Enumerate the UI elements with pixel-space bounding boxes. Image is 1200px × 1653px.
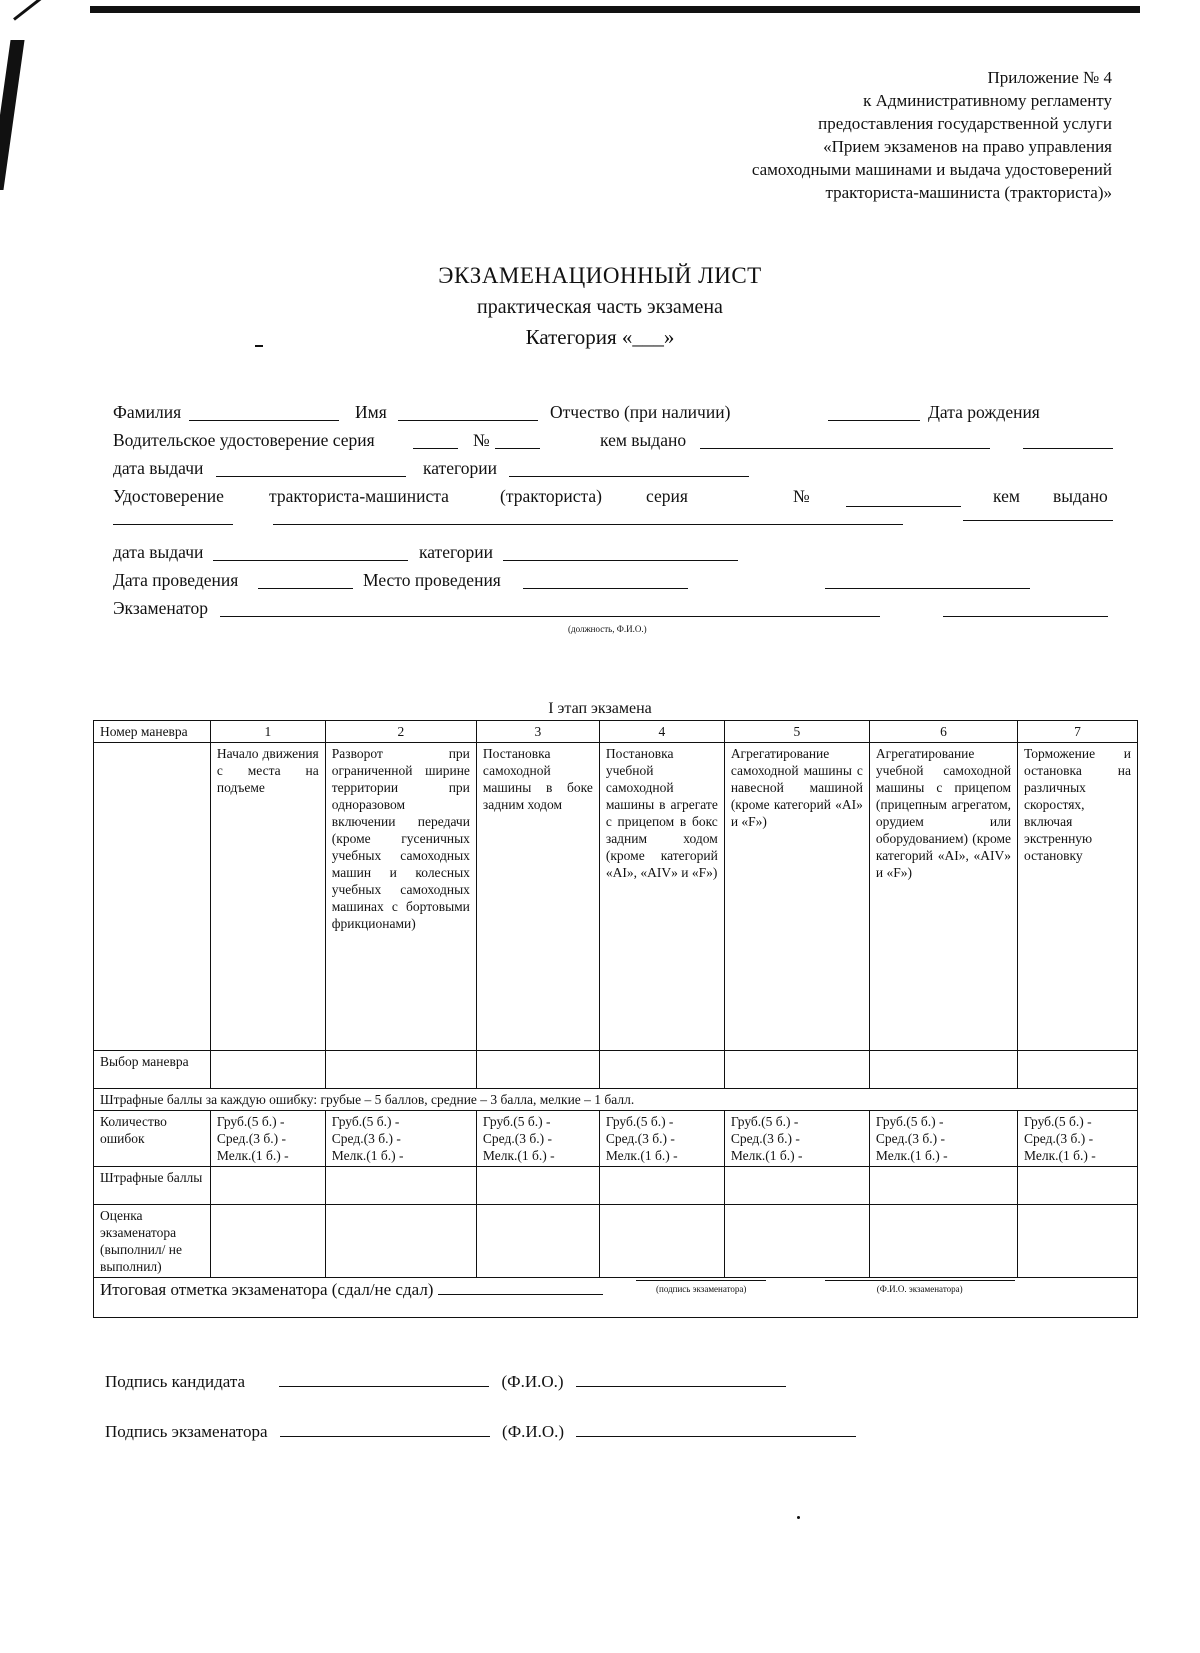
gross-errors: Груб.(5 б.) -: [730, 1114, 799, 1129]
name-label: Имя: [355, 402, 387, 422]
exam-place-label: Место проведения: [363, 570, 501, 590]
minor-errors: Мелк.(1 б.) -: [730, 1148, 803, 1163]
issued-by-label: кем выдано: [600, 430, 687, 450]
penalty-points-cell[interactable]: [1018, 1167, 1138, 1205]
column-number: 6: [869, 721, 1017, 743]
birth-date-label: Дата рождения: [928, 402, 1040, 422]
minor-errors: Мелк.(1 б.) -: [605, 1148, 678, 1163]
scan-edge-mark: [0, 40, 25, 190]
medium-errors: Сред.(3 б.) -: [216, 1131, 286, 1146]
tractor-categories-label: категории: [419, 542, 493, 562]
gross-errors: Груб.(5 б.) -: [216, 1114, 285, 1129]
scan-corner-line: [13, 0, 102, 21]
errors-cell[interactable]: [325, 1111, 476, 1167]
maneuver-choice-cell[interactable]: [210, 1051, 325, 1089]
examiner-signature-label: Подпись экзаменатора: [105, 1422, 268, 1441]
assessment-cell[interactable]: [869, 1205, 1017, 1278]
medium-errors: Сред.(3 б.) -: [482, 1131, 552, 1146]
exam-date-label: Дата проведения: [113, 570, 239, 590]
assessment-cell[interactable]: [1018, 1205, 1138, 1278]
medium-errors: Сред.(3 б.) -: [605, 1131, 675, 1146]
candidate-signature-row: [105, 1372, 786, 1392]
column-number: 5: [724, 721, 869, 743]
issued-by-field[interactable]: [700, 448, 990, 449]
candidate-signature-field[interactable]: [279, 1372, 489, 1387]
patronymic-field[interactable]: [828, 420, 920, 421]
name-field[interactable]: [398, 420, 538, 421]
maneuver-description: Торможение и остановка на различных скоростях, включая экстренную остановку: [1018, 743, 1138, 1051]
tractor-categories-field[interactable]: [503, 560, 738, 561]
examiner-label: Экзаменатор: [113, 598, 208, 618]
column-number: 1: [210, 721, 325, 743]
document-subtitle: практическая часть экзамена: [477, 296, 723, 318]
license-series-field[interactable]: [413, 448, 458, 449]
maneuver-choice-cell[interactable]: [724, 1051, 869, 1089]
stage-title: I этап экзамена: [548, 700, 652, 717]
license-number-label: №: [473, 430, 490, 450]
column-number: 4: [599, 721, 724, 743]
annex-line: предоставления государственной услуги: [818, 114, 1112, 133]
assessment-cell[interactable]: [724, 1205, 869, 1278]
examiner-field-extra[interactable]: [943, 616, 1108, 617]
errors-cell[interactable]: [724, 1111, 869, 1167]
annex-header: [752, 66, 1112, 204]
annex-line: к Административному регламенту: [863, 91, 1112, 110]
examiner-signature-field[interactable]: [280, 1422, 490, 1437]
maneuver-choice-cell[interactable]: [869, 1051, 1017, 1089]
tractor-issued-field-2[interactable]: [273, 524, 903, 525]
maneuver-choice-cell[interactable]: [325, 1051, 476, 1089]
gross-errors: Груб.(5 б.) -: [331, 1114, 400, 1129]
issued-kem-label: кем: [993, 486, 1020, 506]
final-mark-field[interactable]: [438, 1280, 603, 1295]
medium-errors: Сред.(3 б.) -: [730, 1131, 800, 1146]
scan-dash: [255, 345, 263, 347]
examiner-fio-caption: (Ф.И.О. экзаменатора): [825, 1280, 1015, 1298]
minor-errors: Мелк.(1 б.) -: [875, 1148, 948, 1163]
examiner-sign-caption: (подпись экзаменатора): [636, 1280, 766, 1298]
tractor-issue-date-label: дата выдачи: [113, 542, 204, 562]
minor-errors: Мелк.(1 б.) -: [216, 1148, 289, 1163]
annex-line: тракториста-машиниста (тракториста)»: [825, 183, 1112, 202]
column-number: 2: [325, 721, 476, 743]
errors-cell[interactable]: [476, 1111, 599, 1167]
tractor-cert-label: Удостоверение: [113, 486, 224, 506]
candidate-fields: [113, 402, 1113, 634]
minor-errors: Мелк.(1 б.) -: [1024, 1148, 1096, 1163]
surname-label: Фамилия: [113, 402, 182, 422]
tractor-cert-label-3: (тракториста): [500, 486, 602, 506]
penalty-points-cell[interactable]: [210, 1167, 325, 1205]
candidate-signature-label: Подпись кандидата: [105, 1372, 246, 1391]
document-title: ЭКЗАМЕНАЦИОННЫЙ ЛИСТ: [438, 263, 762, 288]
scan-top-bar: [90, 6, 1140, 13]
assessment-label: Оценка экзаменатора (выполнил/ не выполнил): [94, 1205, 211, 1278]
penalty-points-cell[interactable]: [599, 1167, 724, 1205]
medium-errors: Сред.(3 б.) -: [875, 1131, 945, 1146]
assessment-cell[interactable]: [210, 1205, 325, 1278]
column-number: 3: [476, 721, 599, 743]
penalty-note: Штрафные баллы за каждую ошибку: грубые – 5 баллов, средние – 3 балла, мелкие – 1 балл.: [94, 1089, 1138, 1111]
examiner-fio-field[interactable]: [576, 1422, 856, 1437]
maneuver-desc-header-empty: [94, 743, 211, 1051]
tractor-issued-field-1[interactable]: [113, 524, 233, 525]
maneuver-choice-label: Выбор маневра: [94, 1051, 211, 1089]
surname-field[interactable]: [189, 420, 339, 421]
errors-cell[interactable]: [599, 1111, 724, 1167]
categories-label: категории: [423, 458, 497, 478]
candidate-fio-label: (Ф.И.О.): [501, 1372, 564, 1391]
penalty-points-cell[interactable]: [869, 1167, 1017, 1205]
column-number: 7: [1018, 721, 1138, 743]
minor-errors: Мелк.(1 б.) -: [482, 1148, 555, 1163]
patronymic-label: Отчество (при наличии): [550, 402, 731, 422]
issue-date-label: дата выдачи: [113, 458, 204, 478]
tractor-cert-label-2: тракториста-машиниста: [269, 486, 449, 506]
scan-dot: [797, 1516, 800, 1519]
penalty-points-cell[interactable]: [325, 1167, 476, 1205]
minor-errors: Мелк.(1 б.) -: [331, 1148, 404, 1163]
penalty-points-cell[interactable]: [476, 1167, 599, 1205]
errors-label: Количество ошибок: [94, 1111, 211, 1167]
errors-cell[interactable]: [210, 1111, 325, 1167]
tractor-number-label: №: [793, 486, 810, 506]
penalty-points-cell[interactable]: [724, 1167, 869, 1205]
exam-date-field[interactable]: [258, 588, 353, 589]
maneuver-description: Постановка учебной самоходной машины в агрегате с прицепом в бокс задним ходом (кроме категорий «AI», «AIV» и «F»): [599, 743, 724, 1051]
tractor-issue-date-field[interactable]: [213, 560, 408, 561]
series-label: серия: [646, 486, 688, 506]
errors-cell[interactable]: [869, 1111, 1017, 1167]
gross-errors: Груб.(5 б.) -: [1024, 1114, 1092, 1129]
exam-place-field-extra[interactable]: [825, 588, 1030, 589]
issued-vydano-label: выдано: [1053, 486, 1108, 506]
gross-errors: Груб.(5 б.) -: [875, 1114, 944, 1129]
maneuver-table: [93, 720, 1138, 1318]
issued-by-field-extra[interactable]: [1023, 448, 1113, 449]
examiner-caption: (должность, Ф.И.О.): [568, 624, 647, 634]
penalty-points-label: Штрафные баллы: [94, 1167, 211, 1205]
annex-line: самоходными машинами и выдача удостоверений: [751, 160, 1112, 179]
gross-errors: Груб.(5 б.) -: [605, 1114, 674, 1129]
candidate-fio-field[interactable]: [576, 1372, 786, 1387]
assessment-cell[interactable]: [325, 1205, 476, 1278]
category-line: Категория «___»: [525, 325, 675, 349]
categories-field[interactable]: [509, 476, 749, 477]
issue-date-field[interactable]: [216, 476, 406, 477]
examiner-fio-label: (Ф.И.О.): [502, 1422, 565, 1441]
maneuver-number-label: Номер маневра: [94, 721, 211, 743]
annex-line: «Прием экзаменов на право управления: [823, 137, 1112, 156]
maneuver-choice-cell[interactable]: [1018, 1051, 1138, 1089]
assessment-cell[interactable]: [599, 1205, 724, 1278]
final-mark-row: [94, 1278, 1138, 1318]
tractor-number-field[interactable]: [846, 506, 961, 507]
maneuver-choice-cell[interactable]: [599, 1051, 724, 1089]
maneuver-description: Начало движения с места на подъеме: [210, 743, 325, 1051]
annex-line: Приложение № 4: [987, 68, 1112, 87]
medium-errors: Сред.(3 б.) -: [1024, 1131, 1094, 1146]
tractor-issued-field-3[interactable]: [963, 520, 1113, 521]
final-mark-label: Итоговая отметка экзаменатора (сдал/не сдал): [100, 1280, 434, 1299]
medium-errors: Сред.(3 б.) -: [331, 1131, 401, 1146]
maneuver-description: Агрегатирование учебной самоходной машины с прицепом (прицепным агрегатом, орудием или оборудованием) (кроме категорий «AI», «AIV» и «F»): [869, 743, 1017, 1051]
maneuver-description: Агрегатирование самоходной машины с навесной машиной (кроме категорий «AI» и «F»): [724, 743, 869, 1051]
maneuver-description: Разворот при ограниченной ширине территории при одноразовом включении передачи (кроме гусеничных учебных самоходных машин и колесных учебных самоходных машинах с бортовыми фрикционами): [325, 743, 476, 1051]
maneuver-description: Постановка самоходной машины в боке задним ходом: [476, 743, 599, 1051]
license-number-field[interactable]: [495, 448, 540, 449]
exam-place-field[interactable]: [523, 588, 688, 589]
examiner-field[interactable]: [220, 616, 880, 617]
assessment-cell[interactable]: [476, 1205, 599, 1278]
maneuver-choice-cell[interactable]: [476, 1051, 599, 1089]
errors-cell[interactable]: [1018, 1111, 1138, 1167]
examiner-signature-row: [105, 1422, 856, 1442]
gross-errors: Груб.(5 б.) -: [482, 1114, 551, 1129]
license-series-label: Водительское удостоверение серия: [113, 430, 375, 450]
